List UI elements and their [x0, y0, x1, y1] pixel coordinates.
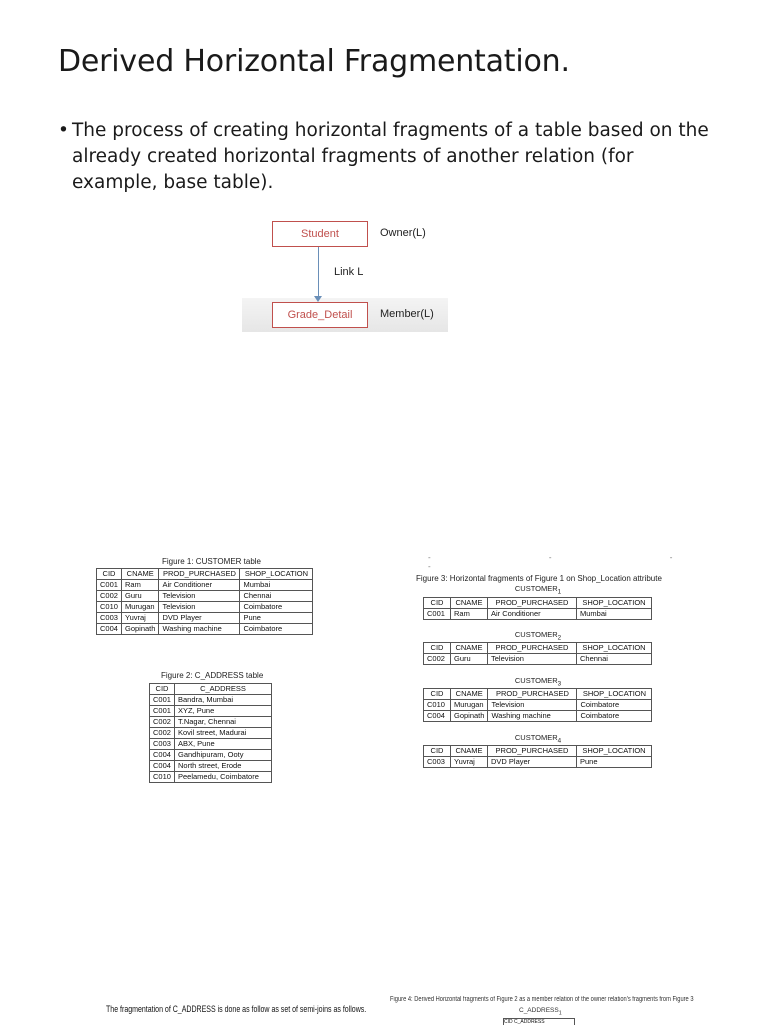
table-header-row — [424, 689, 652, 700]
table-cell: DVD Player — [488, 757, 577, 768]
fragment-table — [423, 597, 652, 620]
table-row — [150, 706, 272, 717]
fragment-table — [423, 745, 652, 768]
table-cell: Coimbatore — [240, 602, 313, 613]
table-cell: Ram — [451, 609, 488, 620]
figure4-subtitle-index: 1 — [558, 1010, 562, 1017]
column-header: CNAME — [451, 746, 488, 757]
table-cell: XYZ, Pune — [175, 706, 272, 717]
table-cell: C001 — [97, 580, 122, 591]
column-header: CNAME — [451, 598, 488, 609]
table-cell: North street, Erode — [175, 761, 272, 772]
table-cell: Kovil street, Madurai — [175, 728, 272, 739]
figure4-table-top: CID C_ADDRESS — [503, 1018, 575, 1025]
fragment-table — [423, 688, 652, 722]
table-cell: Air Conditioner — [159, 580, 240, 591]
table-cell: T.Nagar, Chennai — [175, 717, 272, 728]
table-cell: C003 — [150, 739, 175, 750]
column-header: CID — [424, 643, 451, 654]
table-cell: C004 — [97, 624, 122, 635]
table-cell: Yuvraj — [122, 613, 159, 624]
column-header: PROD_PURCHASED — [159, 569, 240, 580]
fragment-index: 3 — [557, 680, 562, 688]
table-row — [424, 757, 652, 768]
table-header-row — [424, 598, 652, 609]
table-cell: C001 — [150, 695, 175, 706]
table-row — [97, 624, 313, 635]
slide-title: Derived Horizontal Fragmentation. — [58, 44, 570, 79]
column-header: CNAME — [451, 689, 488, 700]
column-header: CNAME — [451, 643, 488, 654]
member-label: Member(L) — [380, 308, 434, 320]
table-row — [424, 609, 652, 620]
figure3-caption: Figure 3: Horizontal fragments of Figure 1 on Shop_Location attribute — [416, 574, 662, 583]
table-row — [424, 700, 652, 711]
table-cell: C010 — [150, 772, 175, 783]
column-header: SHOP_LOCATION — [240, 569, 313, 580]
table-cell: C002 — [150, 728, 175, 739]
column-header: SHOP_LOCATION — [577, 598, 652, 609]
table-cell: DVD Player — [159, 613, 240, 624]
table-cell: Air Conditioner — [488, 609, 577, 620]
table-cell: Washing machine — [159, 624, 240, 635]
column-header: PROD_PURCHASED — [488, 746, 577, 757]
c-address-table — [149, 683, 272, 783]
bullet-text: The process of creating horizontal fragments of a table based on the already created horizontal fragments of another relation (for example, base table). — [72, 120, 709, 193]
table-row — [150, 772, 272, 783]
fragment-caption — [488, 733, 588, 745]
table-cell: Coimbatore — [240, 624, 313, 635]
fragment-caption — [488, 584, 588, 596]
table-cell: Gandhipuram, Ooty — [175, 750, 272, 761]
link-label: Link L — [334, 266, 364, 278]
column-header: PROD_PURCHASED — [488, 598, 577, 609]
column-header: CID — [97, 569, 122, 580]
table-cell: C004 — [424, 711, 451, 722]
figure2-caption: Figure 2: C_ADDRESS table — [161, 671, 264, 680]
customer-table — [96, 568, 313, 635]
column-header: PROD_PURCHASED — [488, 689, 577, 700]
owner-label: Owner(L) — [380, 227, 426, 239]
figure1-caption: Figure 1: CUSTOMER table — [162, 557, 261, 566]
table-cell: Bandra, Mumbai — [175, 695, 272, 706]
owner-member-diagram — [242, 214, 448, 332]
bullet-point — [58, 118, 718, 196]
table-row — [150, 695, 272, 706]
table-row — [97, 613, 313, 624]
table-cell: Murugan — [122, 602, 159, 613]
column-header: CID — [150, 684, 175, 695]
column-header: CID — [424, 689, 451, 700]
footer-text: The fragmentation of C_ADDRESS is done as follow as set of semi-joins as follows. — [106, 1004, 367, 1014]
figure3-dots: - - - - — [428, 553, 731, 571]
column-header: CID — [424, 746, 451, 757]
table-header-row — [97, 569, 313, 580]
column-header: SHOP_LOCATION — [577, 643, 652, 654]
table-cell: C003 — [97, 613, 122, 624]
table-row — [150, 739, 272, 750]
fragment-caption — [488, 676, 588, 688]
member-box: Grade_Detail — [272, 302, 368, 328]
table-cell: Television — [488, 700, 577, 711]
column-header: SHOP_LOCATION — [577, 689, 652, 700]
table-cell: Gopinath — [122, 624, 159, 635]
fragment-name: CUSTOMER — [514, 733, 558, 742]
table-header-row — [150, 684, 272, 695]
table-row — [97, 580, 313, 591]
table-cell: Guru — [122, 591, 159, 602]
column-header: CID — [424, 598, 451, 609]
table-cell: Yuvraj — [451, 757, 488, 768]
table-cell: Pune — [577, 757, 652, 768]
table-cell: Chennai — [240, 591, 313, 602]
fragment-index: 2 — [557, 634, 562, 642]
table-cell: Coimbatore — [577, 700, 652, 711]
table-cell: Ram — [122, 580, 159, 591]
table-cell: C010 — [424, 700, 451, 711]
fragment-index: 1 — [557, 588, 562, 596]
table-row — [150, 750, 272, 761]
column-header: C_ADDRESS — [175, 684, 272, 695]
table-cell: Mumbai — [577, 609, 652, 620]
fragment-table — [423, 642, 652, 665]
fragment-name: CUSTOMER — [514, 630, 558, 639]
table-row — [150, 728, 272, 739]
link-line — [318, 247, 319, 299]
table-cell: ABX, Pune — [175, 739, 272, 750]
column-header: SHOP_LOCATION — [577, 746, 652, 757]
table-row — [97, 591, 313, 602]
fragment-caption — [488, 630, 588, 642]
table-cell: C002 — [150, 717, 175, 728]
fragment-index: 4 — [557, 737, 562, 745]
table-cell: C003 — [424, 757, 451, 768]
table-cell: C010 — [97, 602, 122, 613]
table-header-row — [424, 746, 652, 757]
table-row — [150, 761, 272, 772]
table-row — [424, 654, 652, 665]
bullet-marker: • — [58, 120, 69, 141]
column-header: PROD_PURCHASED — [488, 643, 577, 654]
table-cell: Mumbai — [240, 580, 313, 591]
table-cell: C002 — [424, 654, 451, 665]
owner-box: Student — [272, 221, 368, 247]
table-row — [150, 717, 272, 728]
table-cell: C004 — [150, 750, 175, 761]
fragment-name: CUSTOMER — [514, 584, 558, 593]
table-row — [97, 602, 313, 613]
table-cell: Coimbatore — [577, 711, 652, 722]
table-cell: Television — [159, 591, 240, 602]
table-cell: Peelamedu, Coimbatore — [175, 772, 272, 783]
table-cell: C001 — [150, 706, 175, 717]
table-cell: C002 — [97, 591, 122, 602]
table-cell: Guru — [451, 654, 488, 665]
figure4-caption: Figure 4: Derived Horizontal fragments of Figure 2 as a member relation of the owner relation's fragments from Figure 3 — [390, 996, 694, 1003]
table-cell: Television — [488, 654, 577, 665]
table-cell: C001 — [424, 609, 451, 620]
table-cell: Television — [159, 602, 240, 613]
table-cell: Gopinath — [451, 711, 488, 722]
figure4-subtitle-name: C_ADDRESS — [519, 1007, 559, 1014]
column-header: CNAME — [122, 569, 159, 580]
table-header-row — [424, 643, 652, 654]
fragment-name: CUSTOMER — [514, 676, 558, 685]
table-row — [424, 711, 652, 722]
table-cell: Chennai — [577, 654, 652, 665]
table-cell: Pune — [240, 613, 313, 624]
figure4-subtitle — [519, 1007, 562, 1016]
table-cell: Washing machine — [488, 711, 577, 722]
table-cell: Murugan — [451, 700, 488, 711]
table-cell: C004 — [150, 761, 175, 772]
